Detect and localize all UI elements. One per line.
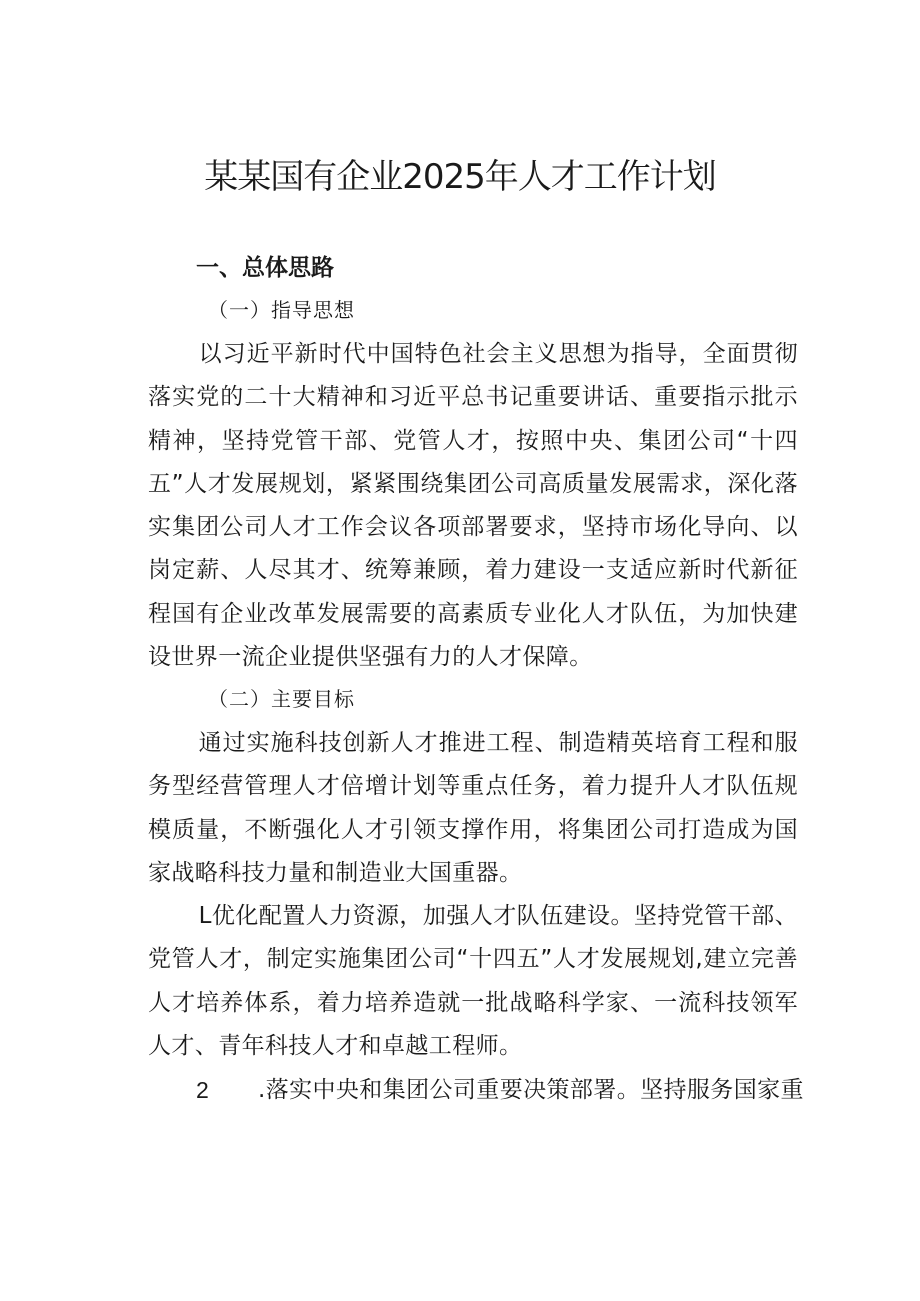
subheading-guiding-ideology: （一）指导思想 — [208, 298, 355, 322]
subheading-main-goals: （二）主要目标 — [208, 687, 355, 711]
paragraph-item-1: L优化配置人力资源，加强人才队伍建设。坚持党管干部、党管人才，制定实施集团公司“十四五”人才发展规划,建立完善人才培养体系，着力培养造就一批战略科学家、一流科技领军人才、青年科技人才和卓越工程师。 — [148, 903, 798, 1059]
list-item-text: .落实中央和集团公司重要决策部署。坚持服务国家重 — [258, 1077, 804, 1103]
paragraph-guiding-ideology: 以习近平新时代中国特色社会主义思想为指导，全面贯彻落实党的二十大精神和习近平总书记重要讲话、重要指示批示精神，坚持党管干部、党管人才，按照中央、集团公司“十四五”人才发展规划，紧紧围绕集团公司高质量发展需求，深化落实集团公司人才工作会议各项部署要求，坚持市场化导向、以岗定薪、人尽其才、统筹兼顾，着力建设一支适应新时代新征程国有企业改革发展需要的高素质专业化人才队伍，为加快建设世界一流企业提供坚强有力的人才保障。 — [148, 341, 798, 671]
document-title: 某某国有企业2025年人才工作计划 — [204, 157, 716, 197]
list-item-number: 2 — [196, 1077, 209, 1103]
section-heading-overall-approach: 一、总体思路 — [196, 255, 334, 281]
paragraph-main-goals: 通过实施科技创新人才推进工程、制造精英培育工程和服务型经营管理人才倍增计划等重点任务，着力提升人才队伍规模质量，不断强化人才引领支撑作用，将集团公司打造成为国家战略科技力量和制造业大国重器。 — [148, 730, 798, 886]
